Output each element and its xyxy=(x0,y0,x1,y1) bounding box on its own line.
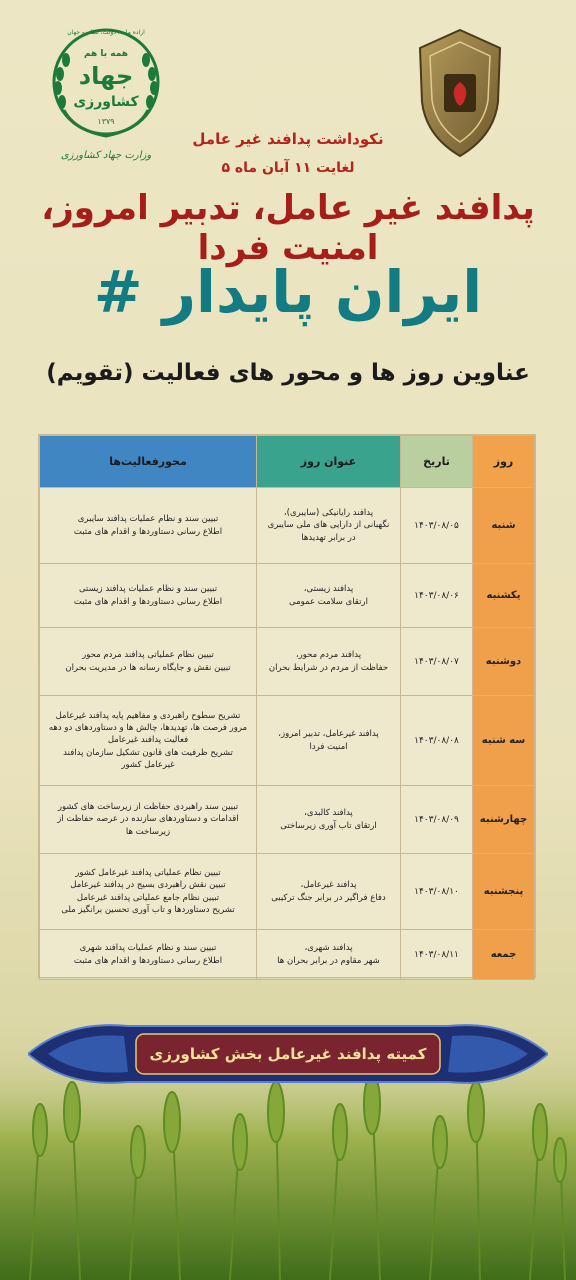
logo-tagline: همه با هم xyxy=(83,49,129,59)
row-focus: تبیین سند و نظام عملیات پدافند زیستی اطلاع رسانی دستاوردها و اقدام های مثبت xyxy=(40,564,257,628)
row-date: ۱۴۰۳/۰۸/۰۷ xyxy=(401,628,473,696)
row-title: پدافند غیرعامل، دفاع فراگیر در برابر جنگ ترکیبی xyxy=(257,854,401,930)
header-date: تاریخ xyxy=(401,436,473,488)
table-row xyxy=(40,488,535,564)
row-date: ۱۴۰۳/۰۸/۰۹ xyxy=(401,786,473,854)
table-row xyxy=(40,930,535,980)
table-header-row xyxy=(40,436,535,488)
calendar-subtitle: (تقویم) عناوین روز ها و محور های فعالیت xyxy=(46,360,530,386)
header-occasion: نکوداشت پدافند غیر عامل xyxy=(192,130,384,148)
row-focus: تبیین سند راهبردی حفاظت از زیرساخت های کشور اقدامات و دستاوردهای سازنده در عرصه حفاظت از زیرساخت ها xyxy=(40,786,257,854)
row-title: پدافند غیرعامل، تدبیر امروز، امنیت فردا xyxy=(257,696,401,786)
header-day: روز xyxy=(473,436,535,488)
header-day-title: عنوان روز xyxy=(257,436,401,488)
row-day: دوشنبه xyxy=(473,628,535,696)
table-row xyxy=(40,628,535,696)
main-title: پدافند غیر عامل، تدبیر امروز، امنیت فردا xyxy=(41,188,535,268)
logo-arc-text: اراده ملت، دولت، نظام و جهان xyxy=(67,29,145,36)
table-row xyxy=(40,786,535,854)
row-title: پدافند مردم محور، حفاظت از مردم در شرایط بحران xyxy=(257,628,401,696)
row-date: ۱۴۰۳/۰۸/۰۶ xyxy=(401,564,473,628)
row-day: شنبه xyxy=(473,488,535,564)
row-title: پدافند شهری، شهر مقاوم در برابر بحران ها xyxy=(257,930,401,980)
logo-name-line1: جهاد xyxy=(78,62,134,90)
header-dates: ۵ لغایت ۱۱ آبان ماه xyxy=(221,160,355,176)
row-title: پدافند کالبدی، ارتقای تاب آوری زیرساختی xyxy=(257,786,401,854)
row-date: ۱۴۰۳/۰۸/۰۸ xyxy=(401,696,473,786)
row-day: سه شنبه xyxy=(473,696,535,786)
row-date: ۱۴۰۳/۰۸/۰۵ xyxy=(401,488,473,564)
hashtag-title: # ایران پایدار xyxy=(93,258,483,326)
banner-text: کمیته پدافند غیرعامل بخش کشاورزی xyxy=(149,1045,427,1063)
schedule-table xyxy=(38,434,536,978)
table-row xyxy=(40,696,535,786)
logo-name-line2: کشاورزی xyxy=(73,94,139,110)
row-focus: تبیین سند و نظام عملیات پدافند سایبری اطلاع رسانی دستاوردها و اقدام های مثبت xyxy=(40,488,257,564)
row-day: یکشنبه xyxy=(473,564,535,628)
row-day: جمعه xyxy=(473,930,535,980)
row-date: ۱۴۰۳/۰۸/۱۰ xyxy=(401,854,473,930)
committee-banner xyxy=(28,1012,548,1096)
row-title: پدافند رایانیکی (سایبری)، نگهبانی از دارایی های ملی سایبری در برابر تهدیدها xyxy=(257,488,401,564)
row-day: پنجشنبه xyxy=(473,854,535,930)
table-row xyxy=(40,564,535,628)
row-date: ۱۴۰۳/۰۸/۱۱ xyxy=(401,930,473,980)
row-day: چهارشنبه xyxy=(473,786,535,854)
logo-year: ۱۳۷۹ xyxy=(97,117,115,126)
row-focus: تبیین نظام عملیاتی پدافند مردم محور تبیین نقش و جایگاه رسانه ها در مدیریت بحران xyxy=(40,628,257,696)
table-row xyxy=(40,854,535,930)
row-title: پدافند زیستی، ارتقای سلامت عمومی xyxy=(257,564,401,628)
row-focus: تبیین نظام عملیاتی پدافند غیرعامل کشور تبیین نقش راهبردی بسیج در پدافند غیرعامل تبیین نظام جامع عملیاتی پدافند غیرعامل تشریح دستاوردها و تاب آوری تحسین برانگیز ملی xyxy=(40,854,257,930)
logo-ministry: وزارت جهاد کشاورزی xyxy=(60,150,152,161)
header-activity-focus: محورفعالیت‌ها xyxy=(40,436,257,488)
row-focus: تبیین سند و نظام عملیات پدافند شهری اطلاع رسانی دستاوردها و اقدام های مثبت xyxy=(40,930,257,980)
row-focus: تشریح سطوح راهبردی و مفاهیم پایه پدافند غیرعامل مرور فرصت ها، تهدیدها، چالش ها و دستاوردهای دو دهه فعالیت پدافند غیرعامل تشریح ظرفیت های قانون تشکیل سازمان پدافند غیرعامل کشور xyxy=(40,696,257,786)
